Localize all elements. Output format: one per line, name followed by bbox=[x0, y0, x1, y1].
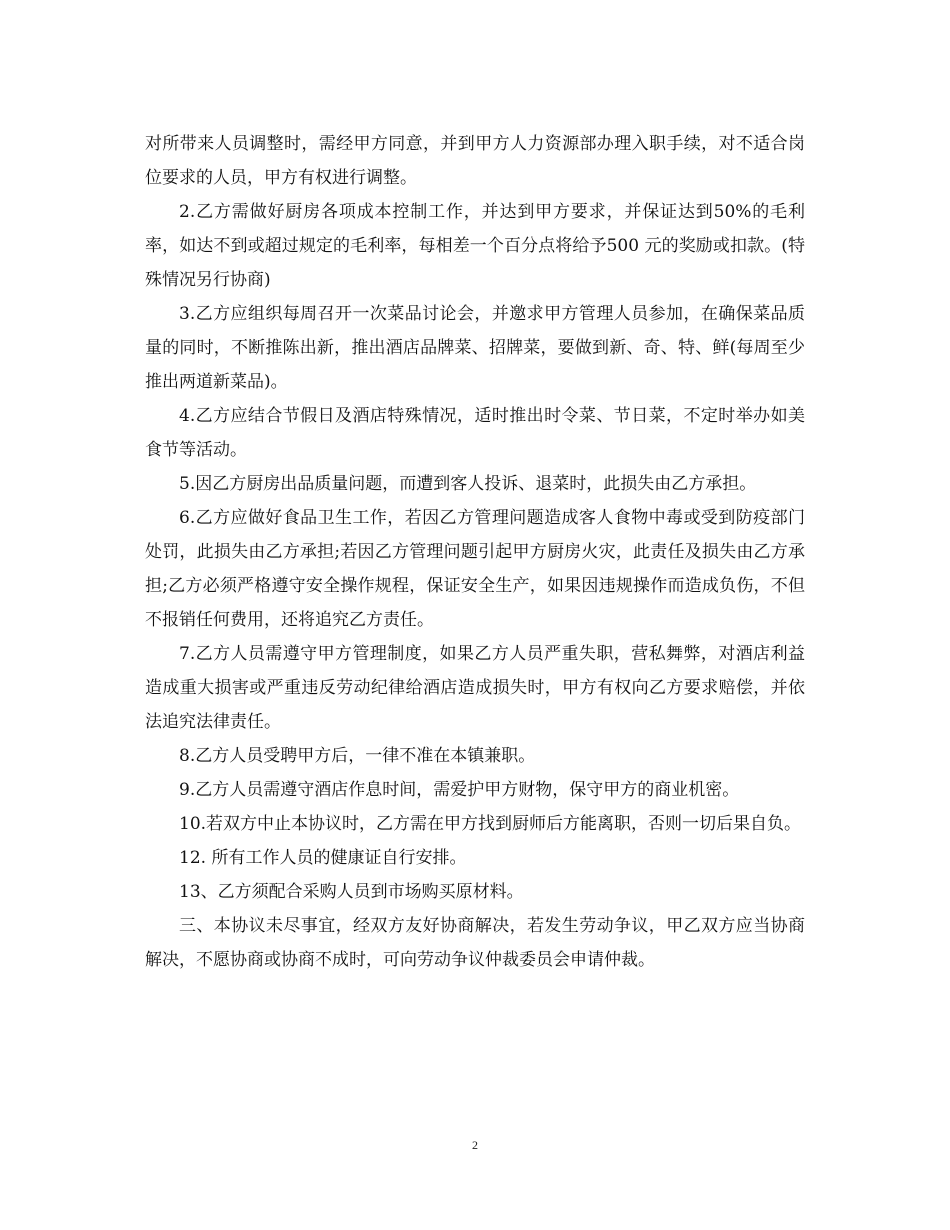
paragraph-clause-13: 13、乙方须配合采购人员到市场购买原材料。 bbox=[179, 882, 524, 902]
paragraph-section-3: 三、本协议未尽事宜，经双方友好协商解决，若发生劳动争议，甲乙双方应当协商解决，不愿协商或协商不成时，可向劳动争议仲裁委员会申请仲裁。 bbox=[145, 916, 805, 970]
document-body bbox=[145, 127, 805, 977]
paragraph-clause-2: 2.乙方需做好厨房各项成本控制工作，并达到甲方要求，并保证达到50%的毛利率，如达不到或超过规定的毛利率，每相差一个百分点将给予500 元的奖励或扣款。(特殊情况另行协商) bbox=[145, 202, 805, 290]
paragraph-continuation: 对所带来人员调整时，需经甲方同意，并到甲方人力资源部办理入职手续，对不适合岗位要求的人员，甲方有权进行调整。 bbox=[145, 134, 805, 188]
paragraph-clause-9: 9.乙方人员需遵守酒店作息时间，需爱护甲方财物，保守甲方的商业机密。 bbox=[179, 780, 740, 800]
paragraph-clause-8: 8.乙方人员受聘甲方后，一律不准在本镇兼职。 bbox=[179, 746, 536, 766]
paragraph-clause-6: 6.乙方应做好食品卫生工作，若因乙方管理问题造成客人食物中毒或受到防疫部门处罚，此损失由乙方承担;若因乙方管理问题引起甲方厨房火灾，此责任及损失由乙方承担;乙方必须严格遵守安全操作规程，保证安全生产，如果因违规操作而造成负伤，不但不报销任何费用，还将追究乙方责任。 bbox=[145, 508, 805, 630]
paragraph-clause-5: 5.因乙方厨房出品质量问题，而遭到客人投诉、退菜时，此损失由乙方承担。 bbox=[179, 474, 757, 494]
paragraph-clause-12: 12. 所有工作人员的健康证自行安排。 bbox=[179, 848, 467, 868]
paragraph-clause-3: 3.乙方应组织每周召开一次菜品讨论会，并邀求甲方管理人员参加，在确保菜品质量的同时，不断推陈出新，推出酒店品牌菜、招牌菜，要做到新、奇、特、鲜(每周至少推出两道新菜品)。 bbox=[145, 304, 805, 392]
paragraph-clause-10: 10.若双方中止本协议时，乙方需在甲方找到厨师后方能离职，否则一切后果自负。 bbox=[179, 814, 802, 834]
paragraph-clause-7: 7.乙方人员需遵守甲方管理制度，如果乙方人员严重失职，营私舞弊，对酒店利益造成重大损害或严重违反劳动纪律给酒店造成损失时，甲方有权向乙方要求赔偿，并依法追究法律责任。 bbox=[145, 644, 805, 732]
page-number: 2 bbox=[472, 1138, 478, 1152]
paragraph-clause-4: 4.乙方应结合节假日及酒店特殊情况，适时推出时令菜、节日菜，不定时举办如美食节等活动。 bbox=[145, 406, 805, 460]
